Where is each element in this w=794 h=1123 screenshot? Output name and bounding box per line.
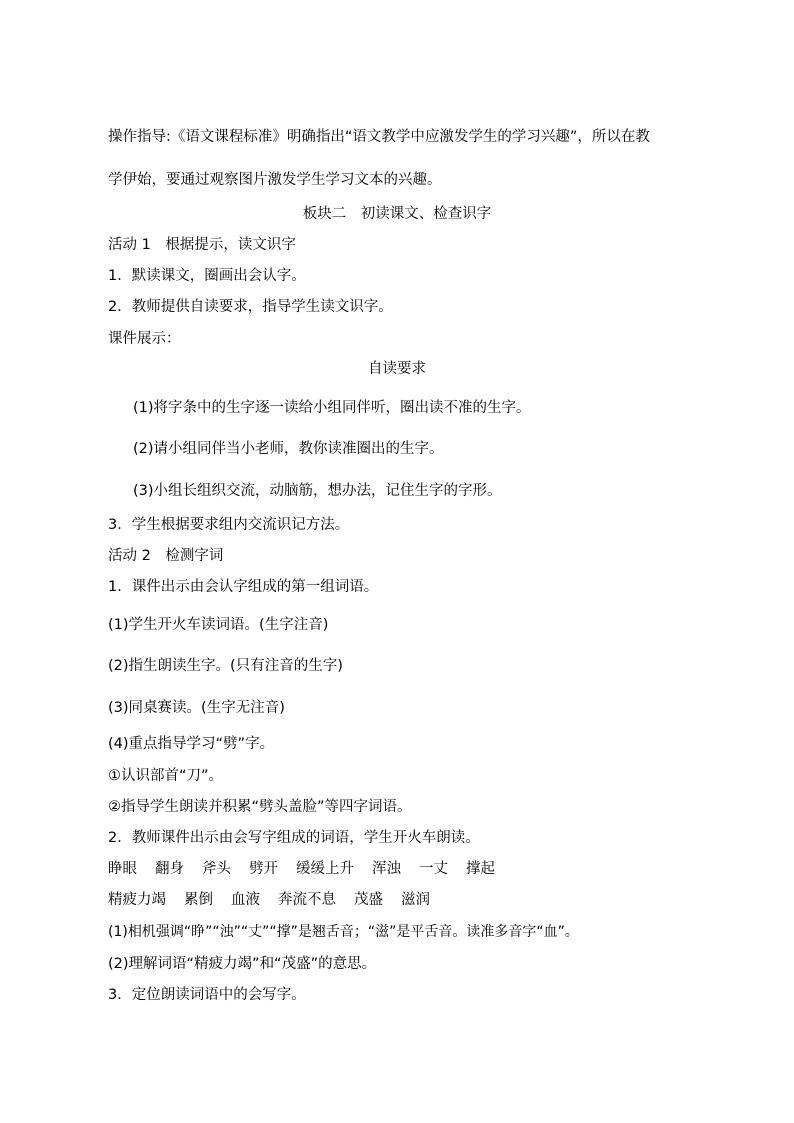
box-requirement-1: (1)将字条中的生字逐一读给小组同伴听，圈出读不准的生字。 <box>133 400 531 416</box>
word: 滋润 <box>401 892 430 908</box>
activity-2-title: 活动 2 检测字词 <box>108 548 224 564</box>
word: 茂盛 <box>354 892 383 908</box>
word: 斧头 <box>202 861 231 877</box>
activity-2-sub-3: (3)同桌赛读。(生字无注音) <box>108 700 285 716</box>
box-requirement-3: (3)小组长组织交流，动脑筋，想办法，记住生字的字形。 <box>133 483 502 499</box>
courseware-label: 课件展示： <box>108 331 181 347</box>
word: 缓缓上升 <box>296 861 354 877</box>
activity-2-sub-4: (4)重点指导学习“劈”字。 <box>108 736 275 752</box>
word: 撑起 <box>466 861 495 877</box>
intro-paragraph-line-2: 学伊始，要通过观察图片激发学生学习文本的兴趣。 <box>108 172 442 188</box>
activity-1-step-3: 3．学生根据要求组内交流识记方法。 <box>108 517 350 533</box>
word: 奔流不息 <box>278 892 336 908</box>
activity-1-title: 活动 1 根据提示，读文识字 <box>108 237 296 253</box>
section-title: 板块二 初读课文、检查识字 <box>302 206 492 222</box>
activity-2-circled-1: ①认识部首“刀”。 <box>108 768 224 784</box>
word: 劈开 <box>249 861 278 877</box>
activity-1-step-1: 1．默读课文，圈画出会认字。 <box>108 268 306 284</box>
activity-2-word-note-1: (1)相机强调“睁”“浊”“丈”“撑”是翘舌音；“滋”是平舌音。读准多音字“血”。 <box>108 924 579 940</box>
word: 浑浊 <box>372 861 401 877</box>
word-list-row-1 <box>108 860 495 878</box>
activity-2-sub-2: (2)指生朗读生字。(只有注音的生字) <box>108 658 343 674</box>
word: 精疲力竭 <box>108 892 166 908</box>
word: 累倒 <box>184 892 213 908</box>
activity-2-circled-2: ②指导学生朗读并积累“劈头盖脸”等四字词语。 <box>108 799 412 815</box>
activity-2-step-1: 1．课件出示由会认字组成的第一组词语。 <box>108 579 379 595</box>
activity-2-step-2: 2．教师课件出示由会写字组成的词语，学生开火车朗读。 <box>108 830 480 846</box>
activity-2-step-3: 3．定位朗读词语中的会写字。 <box>108 987 306 1003</box>
word: 睁眼 <box>108 861 137 877</box>
activity-2-sub-1: (1)学生开火车读词语。(生字注音) <box>108 617 329 633</box>
intro-paragraph-line-1: 操作指导:《语文课程标准》明确指出“语文教学中应激发学生的学习兴趣”，所以在教 <box>108 129 650 145</box>
activity-2-word-note-2: (2)理解词语“精疲力竭”和“茂盛”的意思。 <box>108 956 377 972</box>
activity-1-step-2: 2．教师提供自读要求，指导学生读文识字。 <box>108 299 393 315</box>
word: 血液 <box>231 892 260 908</box>
word: 翻身 <box>155 861 184 877</box>
box-title: 自读要求 <box>368 361 426 377</box>
word: 一丈 <box>419 861 448 877</box>
box-requirement-2: (2)请小组同伴当小老师，教你读准圈出的生字。 <box>133 441 444 457</box>
word-list-row-2 <box>108 891 430 909</box>
